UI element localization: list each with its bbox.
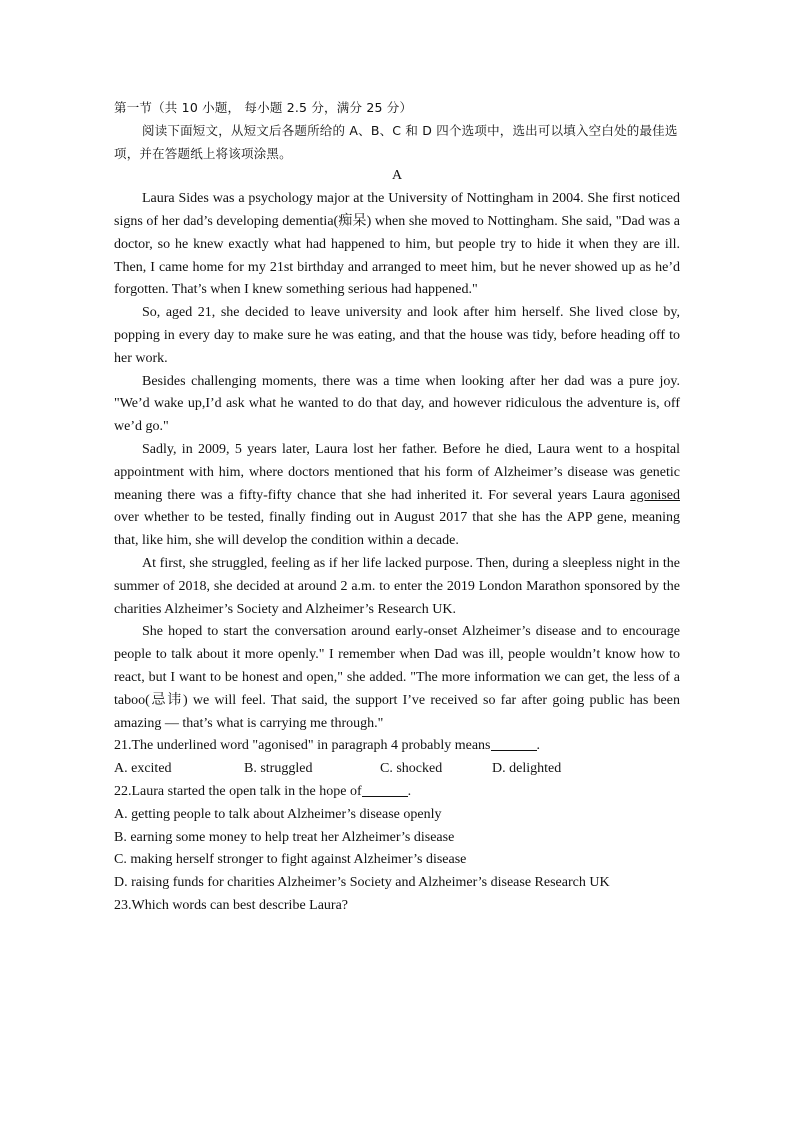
- paragraph-3: Besides challenging moments, there was a time when looking after her dad was a pure joy. "We’d wake up,I’d ask what he wanted to do that day, and however ridiculous the adventure is, off we’d go.": [114, 373, 680, 435]
- option-c: C. shocked: [380, 761, 443, 777]
- question-22-stem: 22.Laura started the open talk in the hope of .: [114, 783, 412, 799]
- option-c: C. making herself stronger to fight against Alzheimer’s disease: [114, 852, 467, 868]
- option-a: A. excited: [114, 761, 172, 777]
- question-21-stem: 21.The underlined word "agonised" in paragraph 4 probably means .: [114, 738, 540, 754]
- paragraph-6: She hoped to start the conversation around early-onset Alzheimer’s disease and to encourage people to talk about it more openly." I remember when Dad was ill, people wouldn’t know how to react, but I want to be honest and open," she added. "The more information we can get, the less of a taboo(忌讳) we will feel. That said, the support I’ve received so far after going public has been amazing — that’s what is carrying me through.": [114, 624, 680, 731]
- paragraph-5: At first, she struggled, feeling as if her life lacked purpose. Then, during a sleepless night in the summer of 2018, she decided at around 2 a.m. to enter the 2019 London Marathon sponsored by the charities Alzheimer’s Society and Alzheimer’s Research UK.: [114, 555, 680, 617]
- instructions: 阅读下面短文，从短文后各题所给的 A、B、C 和 D 四个选项中，选出可以填入空白处的最佳选项，并在答题纸上将该项涂黑。: [114, 122, 678, 161]
- paragraph-4-before: Sadly, in 2009, 5 years later, Laura lost her father. Before he died, Laura went to a hospital appointment with him, where doctors mentioned that his form of Alzheimer’s disease was genetic meaning there was a fifty-fifty chance that she had inherited it. For several years Laura: [114, 441, 680, 503]
- question-21-options: [114, 758, 680, 781]
- option-d: D. delighted: [492, 761, 562, 777]
- paragraph-4-after: over whether to be tested, finally finding out in August 2017 that she has the APP gene, meaning that, like him, she will develop the condition within a decade.: [114, 510, 680, 549]
- option-b: B. earning some money to help treat her Alzheimer’s disease: [114, 829, 455, 845]
- section-heading: 第一节（共 10 小题， 每小题 2.5 分，满分 25 分）: [114, 100, 413, 115]
- paragraph-4: [114, 439, 680, 553]
- underlined-word: agonised: [630, 487, 680, 503]
- option-a: A. getting people to talk about Alzheimer’s disease openly: [114, 806, 442, 822]
- question-23-stem: 23.Which words can best describe Laura?: [114, 897, 349, 913]
- passage-label: A: [391, 168, 403, 184]
- answer-blank: [362, 782, 408, 797]
- paragraph-1: Laura Sides was a psychology major at the University of Nottingham in 2004. She first noticed signs of her dad’s developing dementia(痴呆) when she moved to Nottingham. She said, "Dad was a doctor, so he knew exactly what had happened to him, but people try to hide it when they are ill. Then, I came home for my 21st birthday and arranged to meet him, but he never showed up as he’d forgotten. That’s when I knew something serious had happened.": [114, 191, 680, 298]
- answer-blank: [491, 736, 537, 751]
- option-b: B. struggled: [244, 761, 313, 777]
- paragraph-2: So, aged 21, she decided to leave university and look after him herself. She lived close by, popping in every day to make sure he was eating, and that the house was tidy, before heading off to her work.: [114, 305, 680, 366]
- option-d: D. raising funds for charities Alzheimer’s Society and Alzheimer’s disease Research UK: [114, 875, 610, 891]
